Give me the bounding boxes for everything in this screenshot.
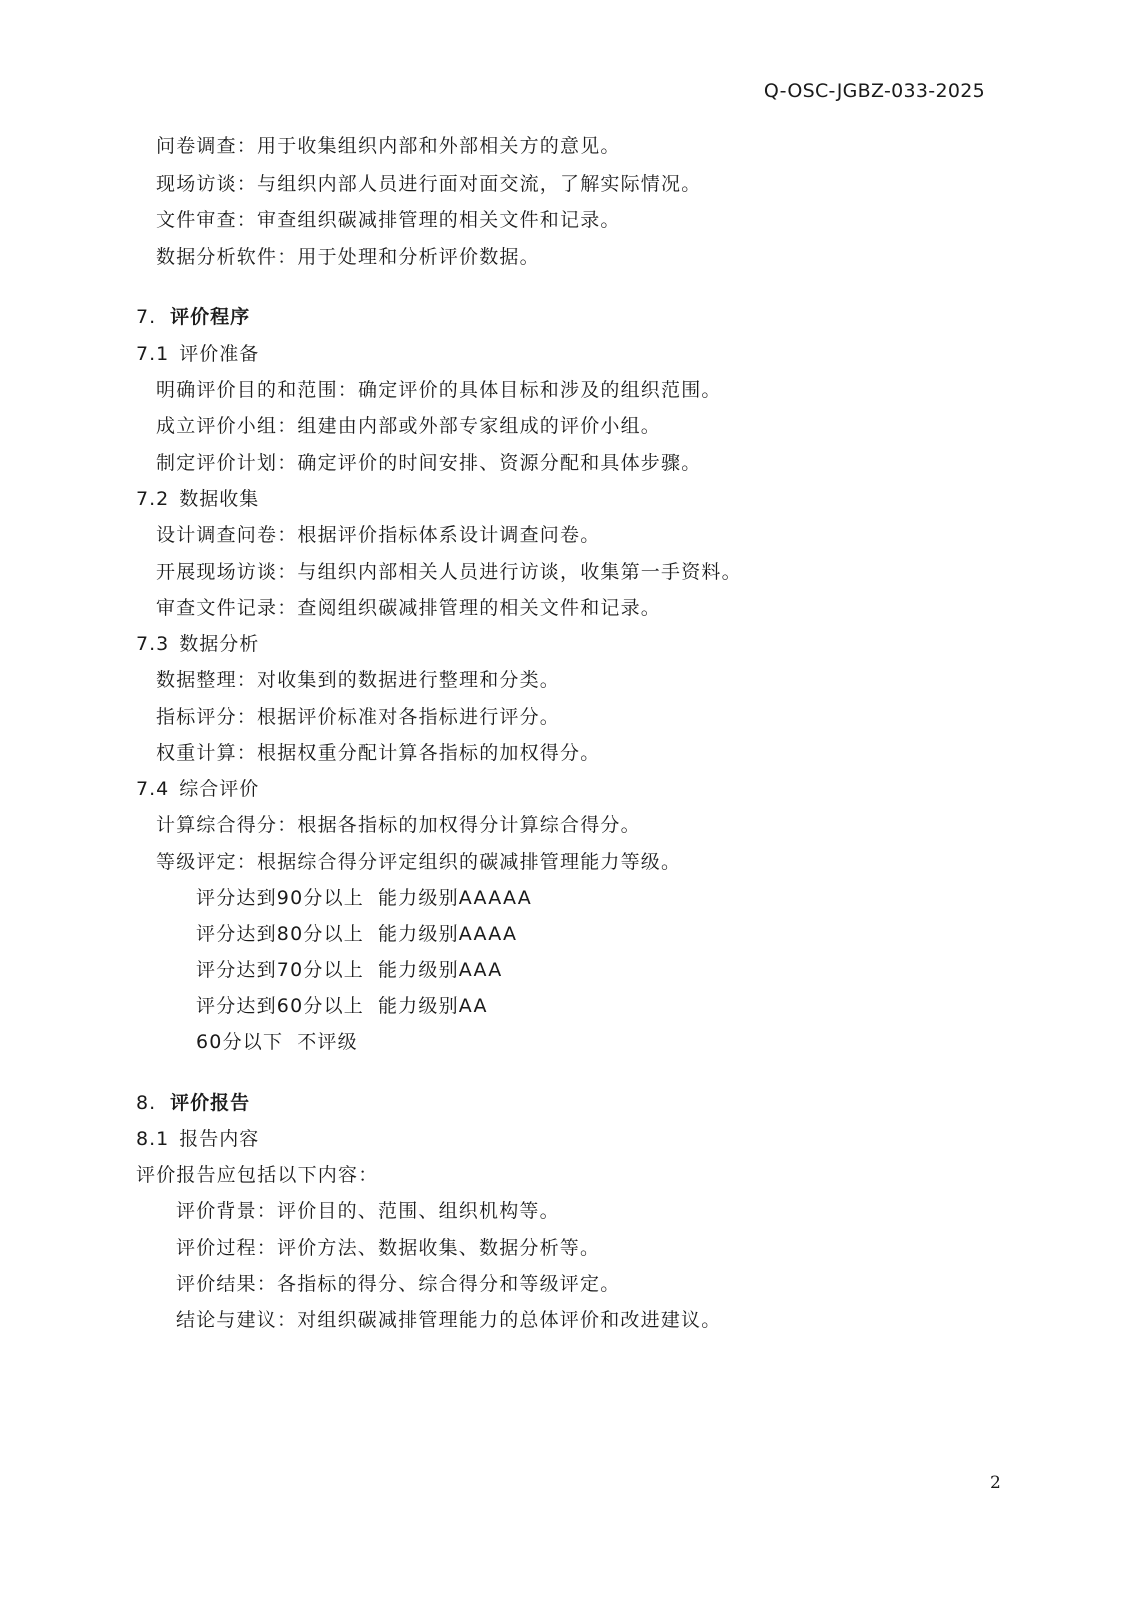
section-number: 7. [136,306,157,328]
grade-level: 不评级 [297,1031,358,1053]
grade-row [196,991,488,1018]
subsection-number: 7.3 [136,633,170,655]
subsection-title: 数据收集 [179,488,260,510]
list-item: 计算综合得分：根据各指标的加权得分计算综合得分。 [156,814,641,836]
list-item: 指标评分：根据评价标准对各指标进行评分。 [156,706,561,728]
grade-score: 评分达到60分以上 [196,995,364,1017]
section-number: 8. [136,1092,157,1114]
list-item: 数据整理：对收集到的数据进行整理和分类。 [156,669,561,691]
subsection-heading-7-3 [136,629,259,656]
tool-item: 现场访谈：与组织内部人员进行面对面交流，了解实际情况。 [156,173,702,195]
list-item: 评价过程：评价方法、数据收集、数据分析等。 [176,1237,601,1259]
list-item: 结论与建议：对组织碳减排管理能力的总体评价和改进建议。 [176,1309,722,1331]
list-item: 评价结果：各指标的得分、综合得分和等级评定。 [176,1273,621,1295]
grade-score: 评分达到90分以上 [196,887,364,909]
grade-score: 评分达到80分以上 [196,923,364,945]
tool-item: 问卷调查：用于收集组织内部和外部相关方的意见。 [156,135,621,157]
list-item: 设计调查问卷：根据评价指标体系设计调查问卷。 [156,524,601,546]
subsection-heading-8-1 [136,1124,259,1151]
subsection-heading-7-1 [136,339,259,366]
grade-row [196,919,517,946]
subsection-number: 7.2 [136,488,170,510]
section-title: 评价报告 [170,1092,251,1114]
grade-level: 能力级别AA [377,995,488,1017]
grade-score: 60分以下 [196,1031,284,1053]
grade-row [196,883,532,910]
document-code: Q-OSC-JGBZ-033-2025 [763,80,985,102]
grade-row [196,955,502,982]
tool-item: 文件审查：审查组织碳减排管理的相关文件和记录。 [156,209,621,231]
subsection-number: 7.4 [136,778,170,800]
list-item: 等级评定：根据综合得分评定组织的碳减排管理能力等级。 [156,851,682,873]
list-item: 开展现场访谈：与组织内部相关人员进行访谈，收集第一手资料。 [156,561,742,583]
subsection-heading-7-4 [136,774,259,801]
grade-level: 能力级别AAA [377,959,503,981]
subsection-title: 评价准备 [179,343,260,365]
tool-item: 数据分析软件：用于处理和分析评价数据。 [156,246,540,268]
grade-row [196,1027,358,1054]
list-item: 权重计算：根据权重分配计算各指标的加权得分。 [156,742,601,764]
subsection-number: 7.1 [136,343,170,365]
subsection-number: 8.1 [136,1128,170,1150]
section-heading-7 [136,302,250,329]
grade-level: 能力级别AAAAA [377,887,532,909]
subsection-title: 报告内容 [179,1128,260,1150]
page-number: 2 [990,1473,1001,1493]
subsection-title: 综合评价 [179,778,260,800]
intro-text: 评价报告应包括以下内容： [136,1164,379,1186]
list-item: 审查文件记录：查阅组织碳减排管理的相关文件和记录。 [156,597,662,619]
section-heading-8 [136,1088,250,1115]
list-item: 明确评价目的和范围：确定评价的具体目标和涉及的组织范围。 [156,379,722,401]
grade-level: 能力级别AAAA [377,923,518,945]
subsection-title: 数据分析 [179,633,260,655]
subsection-heading-7-2 [136,484,259,511]
list-item: 评价背景：评价目的、范围、组织机构等。 [176,1200,560,1222]
list-item: 制定评价计划：确定评价的时间安排、资源分配和具体步骤。 [156,452,702,474]
grade-score: 评分达到70分以上 [196,959,364,981]
section-title: 评价程序 [170,306,251,328]
list-item: 成立评价小组：组建由内部或外部专家组成的评价小组。 [156,415,662,437]
